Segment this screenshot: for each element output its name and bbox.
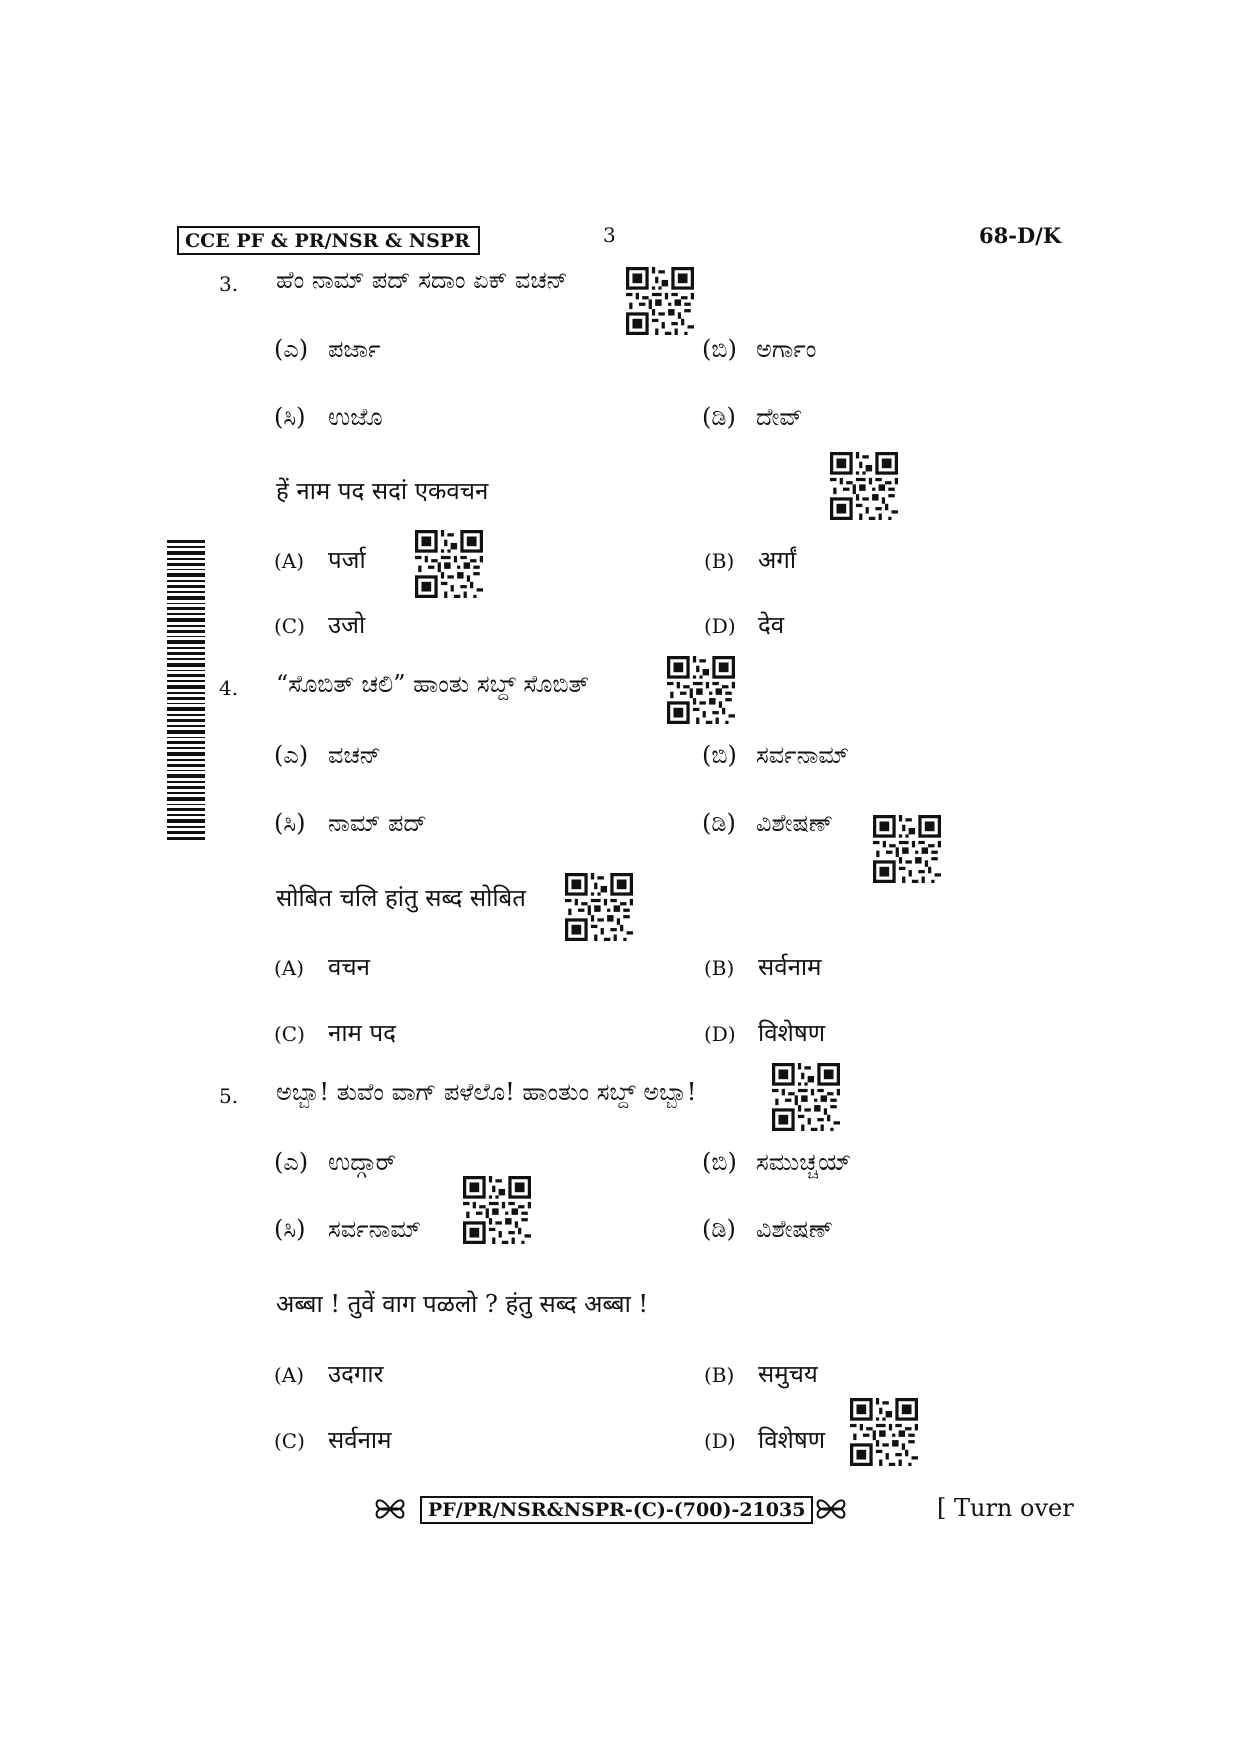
question-text-kannada: “ಸೊಬಿತ್ ಚಲಿ” ಹಾಂತು ಸಬ್ದ್ ಸೊಬಿತ್	[276, 670, 590, 698]
paper-code: 68-D/K	[979, 223, 1062, 248]
question-text-devanagari: सोबित चलि हांतु सब्द सोबित	[276, 884, 526, 912]
option-d-devanagari: (D) विशेषण	[704, 1426, 826, 1454]
option-a-kannada: (ಎ) ಪರ್ಜಾ	[274, 335, 381, 363]
option-c-kannada: (ಸಿ) ಉಜೊ	[274, 403, 383, 431]
question-number: 4.	[219, 676, 239, 700]
option-c-devanagari: (C) नाम पद	[274, 1019, 396, 1047]
option-d-kannada: (ಡಿ) ವಿಶೇಷಣ್	[702, 1215, 834, 1243]
option-c-kannada: (ಸಿ) ಸರ್ವನಾಮ್	[274, 1215, 421, 1243]
option-a-kannada: (ಎ) ಉದ್ಗಾರ್	[274, 1148, 397, 1176]
option-d-kannada: (ಡಿ) ದೇವ್	[702, 403, 803, 431]
question-text-kannada: ಹೆಂ ನಾಮ್ ಪದ್ ಸದಾಂ ಏಕ್ ವಚನ್	[276, 266, 568, 294]
option-a-devanagari: (A) उदगार	[274, 1360, 384, 1388]
option-a-devanagari: (A) पर्जा	[274, 546, 366, 574]
option-c-devanagari: (C) सर्वनाम	[274, 1426, 392, 1454]
option-b-kannada: (ಬಿ) ಅರ್ಗಾಂ	[702, 335, 817, 363]
footer-code-box: PF/PR/NSR&NSPR-(C)-(700)-21035	[420, 1496, 813, 1524]
qr-code-icon	[463, 1176, 531, 1244]
option-b-devanagari: (B) अर्गां	[704, 546, 797, 574]
qr-code-icon	[565, 873, 633, 941]
ornament-icon	[373, 1492, 407, 1526]
page-number: 3	[603, 223, 616, 247]
qr-code-icon	[873, 815, 941, 883]
barcode-image	[167, 540, 205, 840]
option-c-devanagari: (C) उजो	[274, 611, 366, 639]
question-number: 3.	[219, 272, 239, 296]
option-b-kannada: (ಬಿ) ಸಮುಚ್ಚಯ್	[702, 1148, 852, 1176]
question-text-kannada: ಅಬ್ಬಾ! ತುವೆಂ ವಾಗ್ ಪಳೆಲೊ! ಹಾಂತುಂ ಸಬ್ದ್ ಅಬ್ಬಾ!	[276, 1078, 697, 1106]
option-d-kannada: (ಡಿ) ವಿಶೇಷಣ್	[702, 809, 834, 837]
qr-code-icon	[830, 452, 898, 520]
question-number: 5.	[219, 1084, 239, 1108]
option-b-devanagari: (B) समुचय	[704, 1360, 818, 1388]
option-a-kannada: (ಎ) ವಚನ್	[274, 741, 381, 769]
option-c-kannada: (ಸಿ) ನಾಮ್ ಪದ್	[274, 809, 427, 837]
qr-code-icon	[772, 1063, 840, 1131]
qr-code-icon	[415, 530, 483, 598]
question-text-devanagari: अब्बा ! तुवें वाग पळलो ? हंतु सब्द अब्बा !	[276, 1290, 649, 1318]
option-d-devanagari: (D) विशेषण	[704, 1019, 826, 1047]
question-text-devanagari: हें नाम पद सदां एकवचन	[276, 477, 489, 505]
turn-over-label: [ Turn over	[937, 1494, 1074, 1522]
qr-code-icon	[850, 1398, 918, 1466]
option-b-devanagari: (B) सर्वनाम	[704, 953, 822, 981]
qr-code-icon	[626, 267, 694, 335]
option-b-kannada: (ಬಿ) ಸರ್ವನಾಮ್	[702, 741, 849, 769]
qr-code-icon	[667, 656, 735, 724]
header-code-box: CCE PF & PR/NSR & NSPR	[177, 226, 480, 255]
option-a-devanagari: (A) वचन	[274, 953, 370, 981]
ornament-icon	[814, 1492, 848, 1526]
option-d-devanagari: (D) देव	[704, 611, 785, 639]
